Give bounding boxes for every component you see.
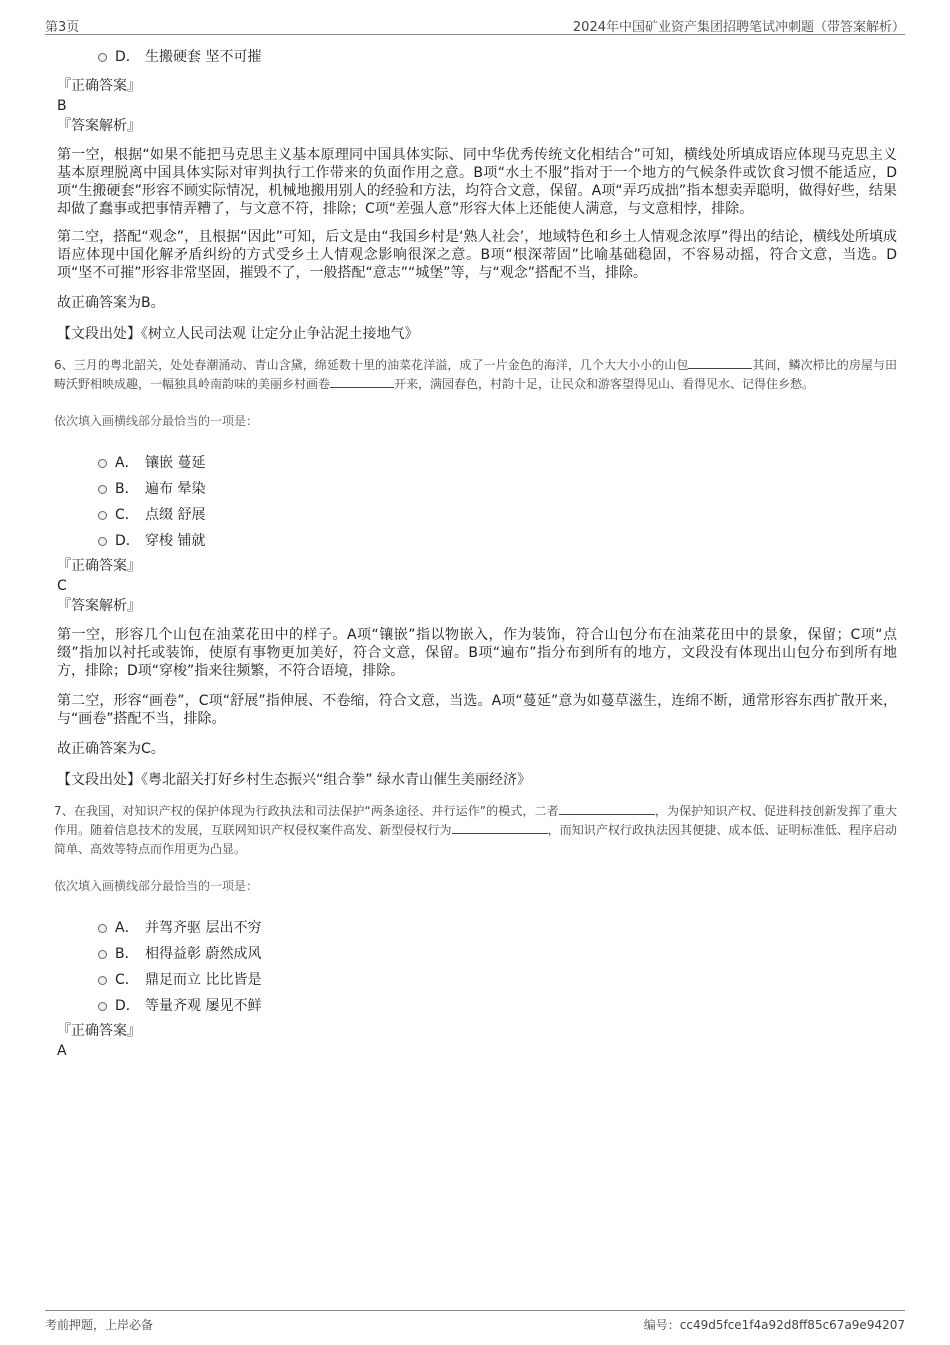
option-text: 点缀 舒展 [145,507,206,523]
q6-option-a[interactable] [57,450,897,476]
q6-analysis-label: 『答案解析』 [57,598,141,614]
q5-source: 【文段出处】《树立人民司法观 让定分止争沾泥土接地气》 [57,326,419,342]
q5-conclusion: 故正确答案为B。 [57,295,165,311]
q5-answer: B [57,98,67,114]
q6-conclusion: 故正确答案为C。 [57,741,165,757]
q6-source: 【文段出处】《粤北韶关打好乡村生态振兴“组合拳” 绿水青山催生美丽经济》 [57,772,531,788]
radio-icon[interactable] [98,1002,107,1011]
option-letter: A． [115,920,139,936]
radio-icon[interactable] [98,511,107,520]
footer-serial: 编号：cc49d5fce1f4a92d8ff85c67a9e94207 [643,1318,905,1332]
page-header [45,12,905,35]
option-text: 并驾齐驱 层出不穷 [145,920,262,936]
option-text: 生搬硬套 坚不可摧 [145,49,262,65]
q7-blank-2 [452,821,548,834]
q7-blank-1 [559,802,655,815]
option-letter: B． [115,481,139,497]
q7-answer: A [57,1043,67,1059]
radio-icon[interactable] [98,485,107,494]
option-letter: D． [115,49,140,65]
q7-option-b[interactable] [57,941,897,967]
q6-analysis-para-2: 第二空，形容“画卷”，C项“舒展”指伸展、不卷缩，符合文意，当选。A项“蔓延”意为如蔓草滋生，连绵不断，通常形容东西扩散开来，与“画卷”搭配不当，排除。 [57,693,897,727]
q5-answer-label: 『正确答案』 [57,78,141,94]
page-content [54,44,897,1061]
q6-answer-label: 『正确答案』 [57,558,141,574]
option-text: 镶嵌 蔓延 [145,455,206,471]
q6-blank-1 [688,356,752,369]
option-letter: B． [115,946,139,962]
option-text: 相得益彰 蔚然成风 [145,946,262,962]
radio-icon[interactable] [98,537,107,546]
option-letter: A． [115,455,139,471]
q5-analysis-para-2: 第二空，搭配“观念”，且根据“因此”可知，后文是由“我国乡村是‘熟人社会’，地域特色和乡土人情观念浓厚”得出的结论，横线处所填成语应体现中国化解矛盾纠纷的方式受乡土人情观念影响很深之意。B项“根深蒂固”比喻基础稳固，不容易动摇，符合文意，当选。D项“坚不可摧”形容非常坚固，摧毁不了，一般搭配“意志”“城堡”等，与“观念”搭配不当，排除。 [57,229,897,281]
q5-analysis-label: 『答案解析』 [57,118,141,134]
q5-analysis-para-1: 第一空，根据“如果不能把马克思主义基本原理同中国具体实际、同中华优秀传统文化相结合”可知，横线处所填成语应体现马克思主义基本原理脱离中国具体实际对审判执行工作带来的负面作用之意。B项“水土不服”指对于一个地方的气候条件或饮食习惯不能适应，D项“生搬硬套”形容不顾实际情况，机械地搬用别人的经验和方法，均符合文意，保留。A项“弄巧成拙”指本想卖弄聪明，做得好些，结果却做了蠢事或把事情弄糟了，与文意不符，排除；C项“差强人意”形容大体上还能使人满意，与文意相悖，排除。 [57,147,897,217]
option-text: 鼎足而立 比比皆是 [145,972,262,988]
page-number: 第3页 [45,20,80,35]
option-letter: C． [115,972,139,988]
q6-option-c[interactable] [57,502,897,528]
footer-slogan: 考前押题，上岸必备 [45,1318,154,1332]
q6-option-d[interactable] [57,528,897,554]
radio-icon[interactable] [98,976,107,985]
radio-icon[interactable] [98,459,107,468]
q6-prompt: 依次填入画横线部分最恰当的一项是： [54,414,259,428]
q7-option-c[interactable] [57,967,897,993]
q7-question-text: 7、在我国，对知识产权的保护体现为行政执法和司法保护“两条途径、并行运作”的模式，二者 ，为保护知识产权、促进科技创新发挥了重大作用。随着信息技术的发展，互联网知识产权侵权案件高发、新型侵权行为 ，而知识产权行政执法因其便捷、成本低、证明标准低、程序启动简单、高效等特点而作用更为凸显。 [54,804,897,856]
q7-option-d[interactable] [57,993,897,1019]
radio-icon[interactable] [98,924,107,933]
option-letter: D． [115,533,140,549]
document-title: 2024年中国矿业资产集团招聘笔试冲刺题（带答案解析） [572,20,905,35]
q6-answer: C [57,578,67,594]
q7-option-a[interactable] [57,915,897,941]
option-text: 穿梭 铺就 [145,533,206,549]
radio-icon[interactable] [98,53,107,62]
q7-prompt: 依次填入画横线部分最恰当的一项是： [54,879,259,893]
radio-icon[interactable] [98,950,107,959]
page-footer [45,1310,905,1332]
option-letter: D． [115,998,140,1014]
option-letter: C． [115,507,139,523]
q5-option-d[interactable] [57,44,897,70]
q6-analysis-para-1: 第一空，形容几个山包在油菜花田中的样子。A项“镶嵌”指以物嵌入，作为装饰，符合山包分布在油菜花田中的景象，保留；C项“点缀”指加以衬托或装饰，使原有事物更加美好，符合文意，保留。B项“遍布”指分布到所有的地方，文段没有体现出山包分布到所有地方，排除；D项“穿梭”指来往频繁，不符合语境，排除。 [57,627,897,679]
q6-blank-2 [330,375,394,388]
option-text: 等量齐观 屡见不鲜 [145,998,262,1014]
q6-question-text: 6、三月的粤北韶关，处处春潮涌动、青山含黛，绵延数十里的油菜花洋溢，成了一片金色的海洋，几个大大小小的山包 其间，鳞次栉比的房屋与田畴沃野相映成趣，一幅独具岭南韵味的美丽乡村画卷 开来，满园春色，村韵十足，让民众和游客望得见山、看得见水、记得住乡愁。 [54,358,897,391]
q6-option-b[interactable] [57,476,897,502]
q7-answer-label: 『正确答案』 [57,1023,141,1039]
option-text: 遍布 晕染 [145,481,206,497]
